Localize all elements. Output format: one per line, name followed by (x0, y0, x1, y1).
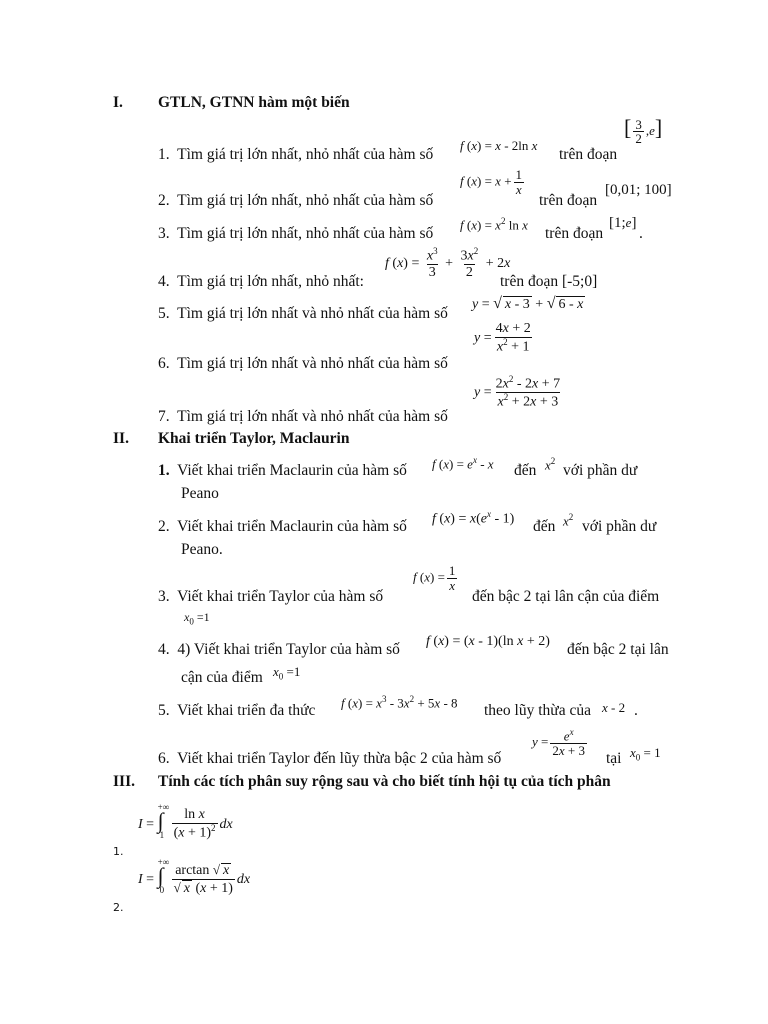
problem-after-text: với phần dư (563, 462, 638, 479)
formula-2-4: f (x) = (x - 1)(ln x + 2) (426, 634, 550, 649)
integral-2-number: 2. (113, 901, 124, 914)
problem-text: Tìm giá trị lớn nhất, nhỏ nhất: (177, 273, 364, 290)
formula-1-5: y = √ x - 3 + √ 6 - x (472, 295, 584, 312)
problem-after-text: theo lũy thừa của (484, 702, 591, 719)
problem-after-text: tại (606, 750, 622, 767)
problem-text: Tìm giá trị lớn nhất, nhỏ nhất của hàm số (177, 225, 434, 242)
problem-after-text: trên đoạn (539, 192, 598, 209)
point-2-4: $x_0 =1$ (273, 664, 301, 682)
problem-text: Viết khai triển Taylor đến lũy thừa bậc 2 của hàm số (177, 750, 502, 767)
problem-text: 4) Viết khai triển Taylor của hàm số (177, 641, 400, 658)
problem-1-4 (158, 273, 364, 291)
problem-number: 5. (158, 305, 170, 322)
section-2-number: II. (113, 430, 129, 447)
problem-number: 4. (158, 641, 170, 658)
formula-2-5: f $(x) = x^3 - 3x^2 + 5x - 8$ (341, 694, 458, 711)
formula-1-3: f $(x) = x^2$ ln x (460, 216, 528, 233)
problem-after-text: đến bậc 2 tại lân cận của điểm (472, 588, 660, 605)
problem-text: Tìm giá trị lớn nhất và nhỏ nhất của hàm số (177, 355, 448, 372)
problem-text: Tìm giá trị lớn nhất, nhỏ nhất của hàm số (177, 192, 434, 209)
formula-2-6: y = $\frac{e^x}{2x + 3}$ (532, 727, 585, 758)
integral-1: I = ∫ +∞ 1 $\frac{\text{ln x}}{(x + 1)^2}$ dx (138, 802, 233, 841)
formula-1-2: f (x) = x + $\frac{1}{x}$ (460, 167, 523, 197)
problem-text: Viết khai triển Maclaurin của hàm số (177, 518, 407, 535)
problem-after-text: trên đoạn (559, 146, 618, 163)
problem-after-text: với phần dư (582, 518, 657, 535)
problem-1-6 (158, 355, 448, 373)
problem-number: 4. (158, 273, 170, 290)
problem-1-5 (158, 305, 448, 323)
section-3-number: III. (113, 773, 135, 790)
formula-1-7: y = $\frac{2x^2 - 2x + 7}{x^2 + 2x + 3}$ (474, 374, 561, 410)
problem-after-text: trên đoạn [-5;0] (500, 273, 598, 290)
point-2-3: $x_0 =1$ (184, 610, 210, 627)
problem-2-1 (158, 462, 407, 480)
formula-2-1: f $(x) = e^x - x$ (432, 455, 494, 472)
problem-line2: Peano. (181, 541, 223, 558)
problem-number: 6. (158, 750, 170, 767)
order-2-1: $x^2$ (545, 456, 556, 473)
problem-number: 3. (158, 588, 170, 605)
problem-number: 2. (158, 192, 170, 209)
interval-1-3: [1;e] (609, 215, 637, 231)
formula-1-1: f (x) = x - 2ln x (460, 138, 538, 153)
problem-number: 5. (158, 702, 170, 719)
problem-2-5 (158, 702, 315, 720)
problem-line2: cận của điểm (181, 669, 263, 686)
problem-1-7 (158, 408, 448, 426)
expansion-point-2-5: x - 2 (602, 700, 626, 715)
point-2-6: $x_0 = 1$ (630, 745, 661, 763)
problem-2-4 (158, 641, 400, 659)
section-2-title: Khai triển Taylor, Maclaurin (158, 430, 350, 447)
problem-text: Viết khai triển Taylor của hàm số (177, 588, 384, 605)
section-1-title: GTLN, GTNN hàm một biến (158, 94, 350, 111)
problem-text: Viết khai triển Maclaurin của hàm số (177, 462, 407, 479)
problem-text: Viết khai triển đa thức (177, 702, 316, 719)
problem-1-2 (158, 192, 433, 210)
problem-text: Tìm giá trị lớn nhất và nhỏ nhất của hàm số (177, 305, 448, 322)
interval-1-2: [0,01; 100] (605, 182, 672, 198)
problem-text: Tìm giá trị lớn nhất và nhỏ nhất của hàm số (177, 408, 448, 425)
formula-2-2: f $(x) = x(e^x - 1)$ (432, 509, 515, 527)
problem-2-3 (158, 588, 383, 606)
problem-number: 2. (158, 518, 170, 535)
problem-after-text: đến bậc 2 tại lân (567, 641, 669, 658)
problem-number: 7. (158, 408, 170, 425)
problem-line2: Peano (181, 485, 219, 502)
formula-1-6: y = $\frac{4x + 2}{x^2 + 1}$ (474, 321, 531, 355)
problem-2-6 (158, 750, 501, 768)
section-3-title: Tính các tích phân suy rộng sau và cho biết tính hội tụ của tích phân (158, 773, 611, 790)
problem-1-3 (158, 225, 433, 243)
period: . (634, 702, 638, 719)
problem-number: 6. (158, 355, 170, 372)
problem-number: 1. (158, 462, 170, 479)
problem-mid-text: đến (533, 518, 556, 535)
formula-1-4: f (x) = $\frac{x^3}{3}$ + $\frac{3x^2}{2}$ + 2x (385, 246, 511, 281)
period: . (639, 225, 643, 242)
problem-1-1 (158, 146, 433, 164)
interval-1-1: [ $\frac{3}{2}$ ,e] (624, 115, 663, 147)
integral-2: I = ∫ +∞ 0 $\frac{\arctan √ x}{√ x (x + 1)}$ dx (138, 857, 251, 896)
section-1-number: I. (113, 94, 123, 111)
problem-text: Tìm giá trị lớn nhất, nhỏ nhất của hàm số (177, 146, 434, 163)
problem-number: 3. (158, 225, 170, 242)
problem-number: 1. (158, 146, 170, 163)
integral-1-number: 1. (113, 845, 124, 858)
problem-mid-text: đến (514, 462, 537, 479)
problem-2-2 (158, 518, 407, 536)
order-2-2: $x^2$ (563, 512, 574, 529)
formula-2-3: f (x) = $\frac{1}{x}$ (413, 563, 456, 593)
problem-after-text: trên đoạn (545, 225, 604, 242)
